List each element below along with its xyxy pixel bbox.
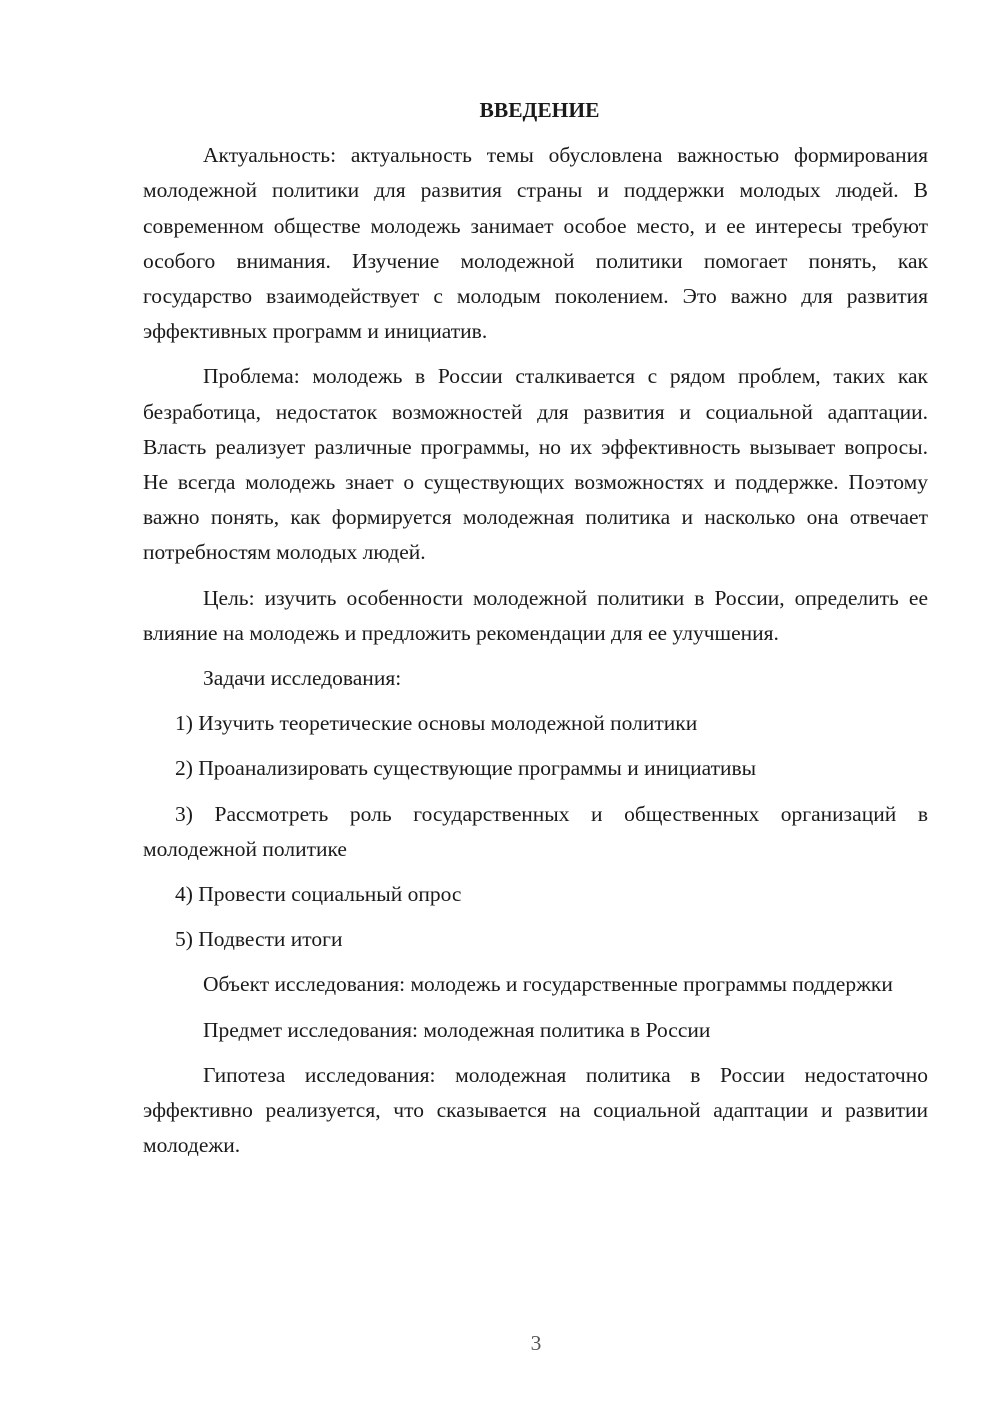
- problem-paragraph: Проблема: молодежь в России сталкивается с рядом проблем, таких как безработица, недостаток возможностей для развития и социальной адаптации. Власть реализует различные программы, но их эффективность вызывает вопросы. Не всегда молодежь знает о существующих возможностях и поддержке. Поэтому важно понять, как формируется молодежная политика и насколько она отвечает потребностям молодых людей.: [143, 364, 928, 565]
- tasks-heading: Задачи исследования:: [203, 666, 402, 691]
- goal-paragraph: Цель: изучить особенности молодежной политики в России, определить ее влияние на молодежь и предложить рекомендации для ее улучшения.: [143, 585, 928, 645]
- hypothesis-paragraph: Гипотеза исследования: молодежная политика в России недостаточно эффективно реализуется, что сказывается на социальной адаптации и развитии молодежи.: [143, 1062, 928, 1158]
- task-item-5: 5) Подвести итоги: [175, 927, 343, 952]
- task-item-3: 3) Рассмотреть роль государственных и общественных организаций в молодежной политике: [143, 801, 928, 861]
- page-number: 3: [530, 1331, 542, 1355]
- task-item-1: 1) Изучить теоретические основы молодежной политики: [175, 711, 698, 736]
- subject-paragraph: Предмет исследования: молодежная политика в России: [203, 1017, 711, 1042]
- task-item-4: 4) Провести социальный опрос: [175, 882, 462, 907]
- page-content: [143, 93, 928, 1173]
- page-title: ВВЕДЕНИЕ: [479, 98, 600, 122]
- relevance-paragraph: Актуальность: актуальность темы обусловлена важностью формирования молодежной политики для развития страны и поддержки молодых людей. В современном обществе молодежь занимает особое место, и ее интересы требуют особого внимания. Изучение молодежной политики помогает понять, как государство взаимодействует с молодым поколением. Это важно для развития эффективных программ и инициатив.: [143, 143, 928, 344]
- task-item-2: 2) Проанализировать существующие программы и инициативы: [175, 756, 757, 781]
- object-paragraph: Объект исследования: молодежь и государственные программы поддержки: [203, 972, 893, 997]
